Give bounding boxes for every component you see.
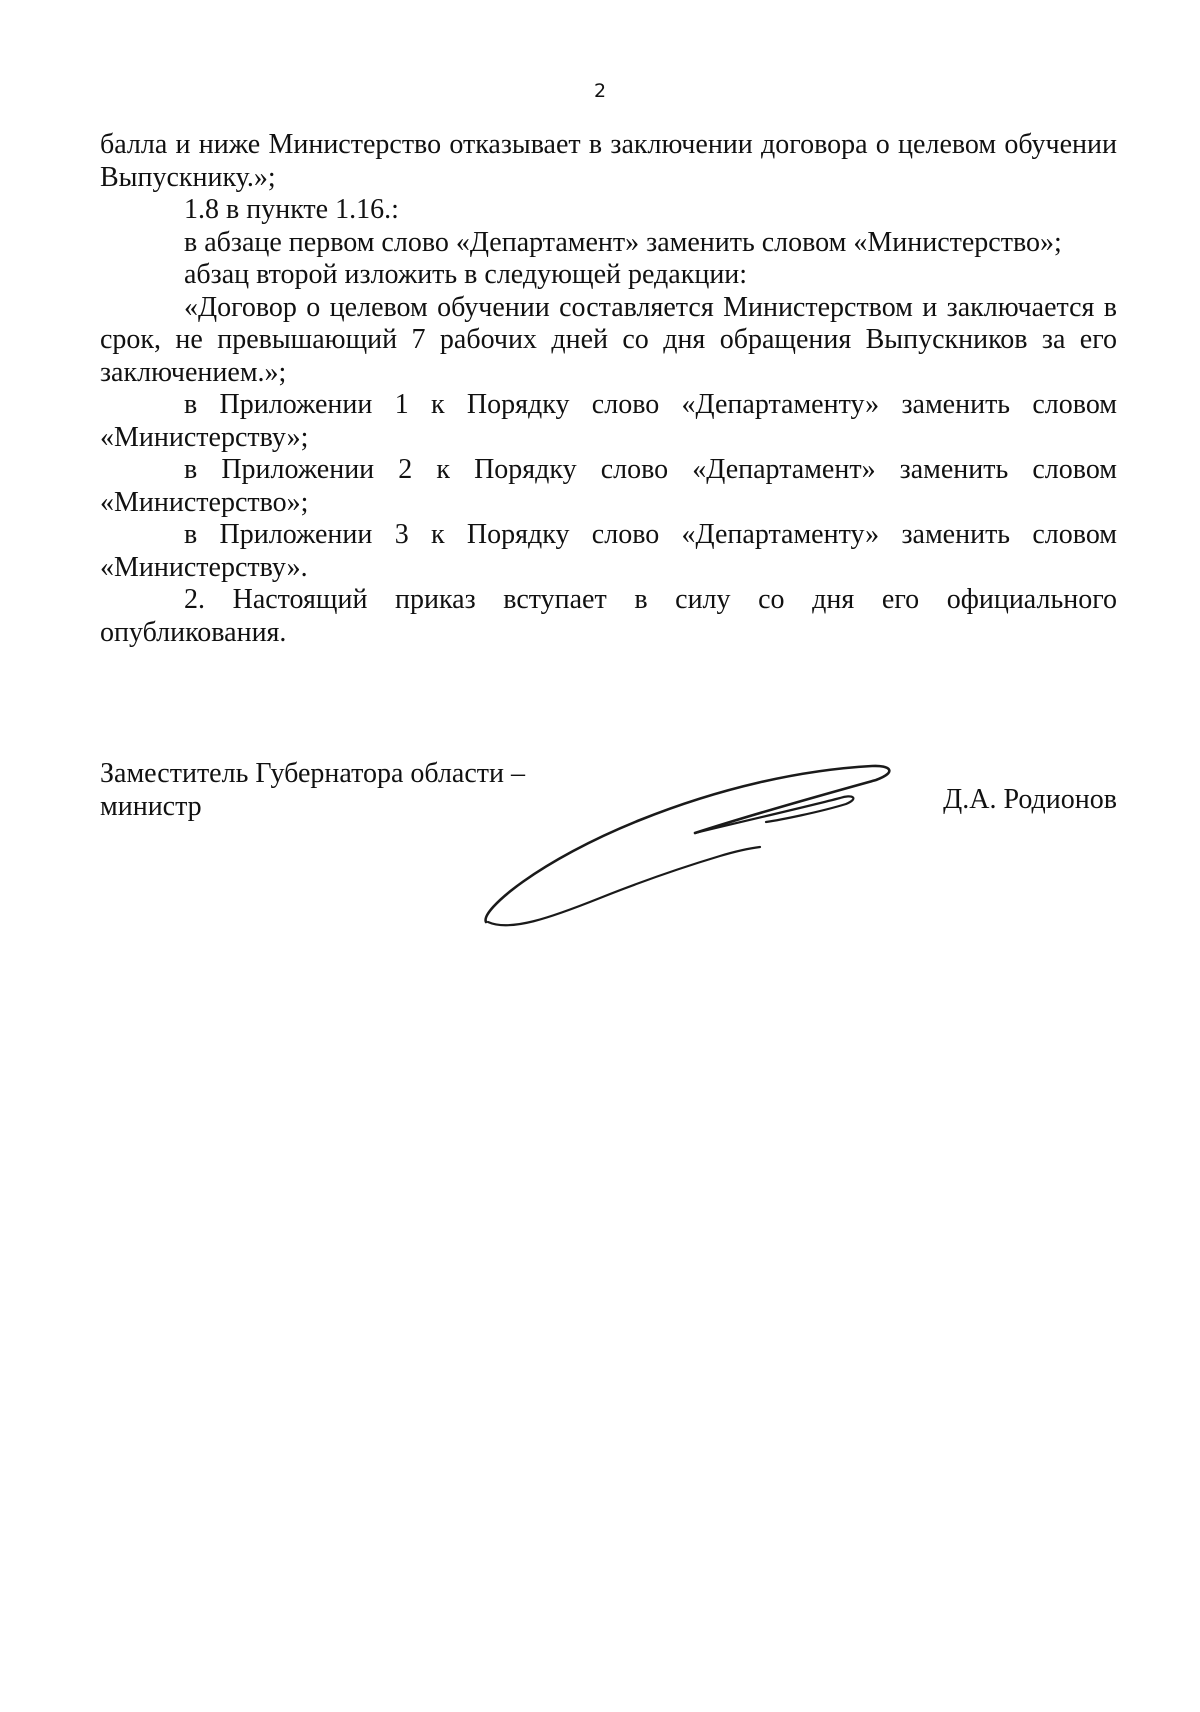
paragraph-appendix-2: в Приложении 2 к Порядку слово «Департамент» заменить словом «Министерство»;	[100, 454, 1117, 518]
document-body	[100, 129, 1117, 649]
paragraph-continuation: балла и ниже Министерство отказывает в заключении договора о целевом обучении Выпускнику.»;	[100, 129, 1117, 193]
paragraph-effective-date: 2. Настоящий приказ вступает в силу со дня его официального опубликования.	[100, 584, 1117, 648]
paragraph-appendix-3: в Приложении 3 к Порядку слово «Департаменту» заменить словом «Министерству».	[100, 519, 1117, 583]
signatory-name: Д.А. Родионов	[943, 784, 1117, 815]
position-line-2: министр	[100, 791, 202, 822]
paragraph-item-1-8: 1.8 в пункте 1.16.:	[184, 194, 399, 225]
paragraph-first-abzac: в абзаце первом слово «Департамент» заменить словом «Министерство»;	[184, 226, 1062, 258]
signature-stroke	[486, 766, 890, 922]
signature-stroke	[695, 796, 853, 833]
signatory-position	[100, 757, 525, 823]
paragraph-appendix-1: в Приложении 1 к Порядку слово «Департаменту» заменить словом «Министерству»;	[100, 389, 1117, 453]
page-number: 2	[593, 80, 607, 102]
paragraph-contract-quote: «Договор о целевом обучении составляется Министерством и заключается в срок, не превышающий 7 рабочих дней со дня обращения Выпускников за его заключением.»;	[100, 291, 1117, 388]
handwritten-signature	[480, 760, 920, 930]
position-line-1: Заместитель Губернатора области –	[100, 758, 525, 789]
signature-stroke	[488, 847, 760, 925]
paragraph-second-abzac: абзац второй изложить в следующей редакции:	[184, 259, 748, 290]
